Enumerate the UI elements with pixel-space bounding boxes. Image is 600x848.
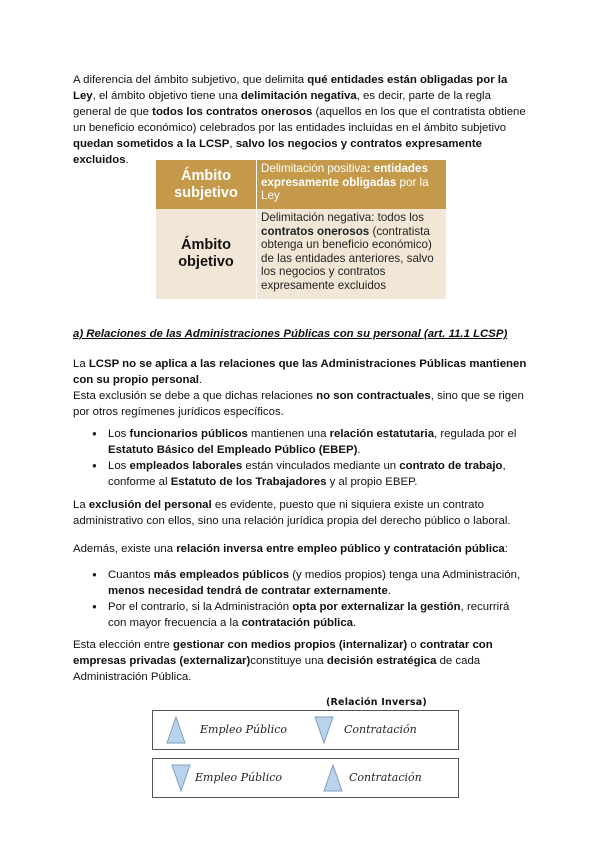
staff-list <box>73 426 528 490</box>
paragraph: Además, existe una relación inversa entre empleo público y contratación pública: <box>73 543 508 555</box>
list-item: ● Por el contrario, si la Administración opta por externalizar la gestión, recurrirá con mayor frecuencia a la contratación pública. <box>108 599 528 631</box>
diagram-label: Contratación <box>349 771 422 784</box>
triangle-up-icon <box>323 764 343 792</box>
scope-row-objective-desc: Delimitación negativa: todos los contratos onerosos (contratista obtenga un beneficio económico) de las entidades anteriores, salvo los negocios y contratos expresamente excluidos <box>256 209 446 299</box>
diagram-box-1 <box>152 710 459 750</box>
diagram-label: Empleo Público <box>195 771 282 784</box>
section-a-intro <box>73 356 528 420</box>
list-item: ● Los funcionarios públicos mantienen una relación estatutaria, regulada por el Estatuto Básico del Empleado Público (EBEP). <box>108 426 528 458</box>
list-item: ● Los empleados laborales están vinculados mediante un contrato de trabajo, conforme al Estatuto de los Trabajadores y al propio EBEP. <box>108 458 528 490</box>
triangle-down-icon <box>314 716 334 744</box>
scope-row-subjective-head: Ámbito subjetivo <box>174 167 238 201</box>
scope-table <box>156 160 446 299</box>
diagram-box-2 <box>152 758 459 798</box>
scope-row-subjective-desc: Delimitación positiva: entidades expresamente obligadas por la Ley <box>256 160 446 209</box>
scope-row-objective-head: Ámbito objetivo <box>178 237 234 270</box>
list-item: ● Cuantos más empleados públicos (y medios propios) tenga una Administración, menos necesidad tendrá de contratar externamente. <box>108 567 528 599</box>
diagram-label: Contratación <box>344 723 417 736</box>
inverse-list <box>73 567 528 631</box>
triangle-up-icon <box>166 716 186 744</box>
intro-paragraph: A diferencia del ámbito subjetivo, que delimita qué entidades están obligadas por la Ley, el ámbito objetivo tiene una delimitación negativa, es decir, parte de la regla general de que todos los contratos onerosos (aquellos en los que el contratista obtiene un beneficio económico) celebrados por las entidades incluidas en el ámbito subjetivo quedan sometidos a la LCSP, salvo los negocios y contratos expresamente excluidos. <box>73 74 526 166</box>
paragraph: Esta exclusión se debe a que dichas relaciones no son contractuales, sino que se rigen por otros regímenes jurídicos específicos. <box>73 390 524 418</box>
paragraph: La exclusión del personal es evidente, puesto que ni siquiera existe un contrato administrativo con ellos, sino una relación jurídica propia del derecho público o laboral. <box>73 499 511 527</box>
scope-row-subjective <box>156 160 446 209</box>
paragraph: La LCSP no se aplica a las relaciones que las Administraciones Públicas mantienen con su propio personal. <box>73 358 527 386</box>
paragraph: Esta elección entre gestionar con medios propios (internalizar) o contratar con empresas privadas (externalizar)constituye una decisión estratégica de cada Administración Pública. <box>73 639 493 683</box>
triangle-down-icon <box>171 764 191 792</box>
section-a-heading: a) Relaciones de las Administraciones Públicas con su personal (art. 11.1 LCSP) <box>73 328 508 340</box>
diagram-label: Empleo Público <box>200 723 287 736</box>
scope-row-objective <box>156 209 446 299</box>
diagram-title: (Relación Inversa) <box>326 697 427 708</box>
